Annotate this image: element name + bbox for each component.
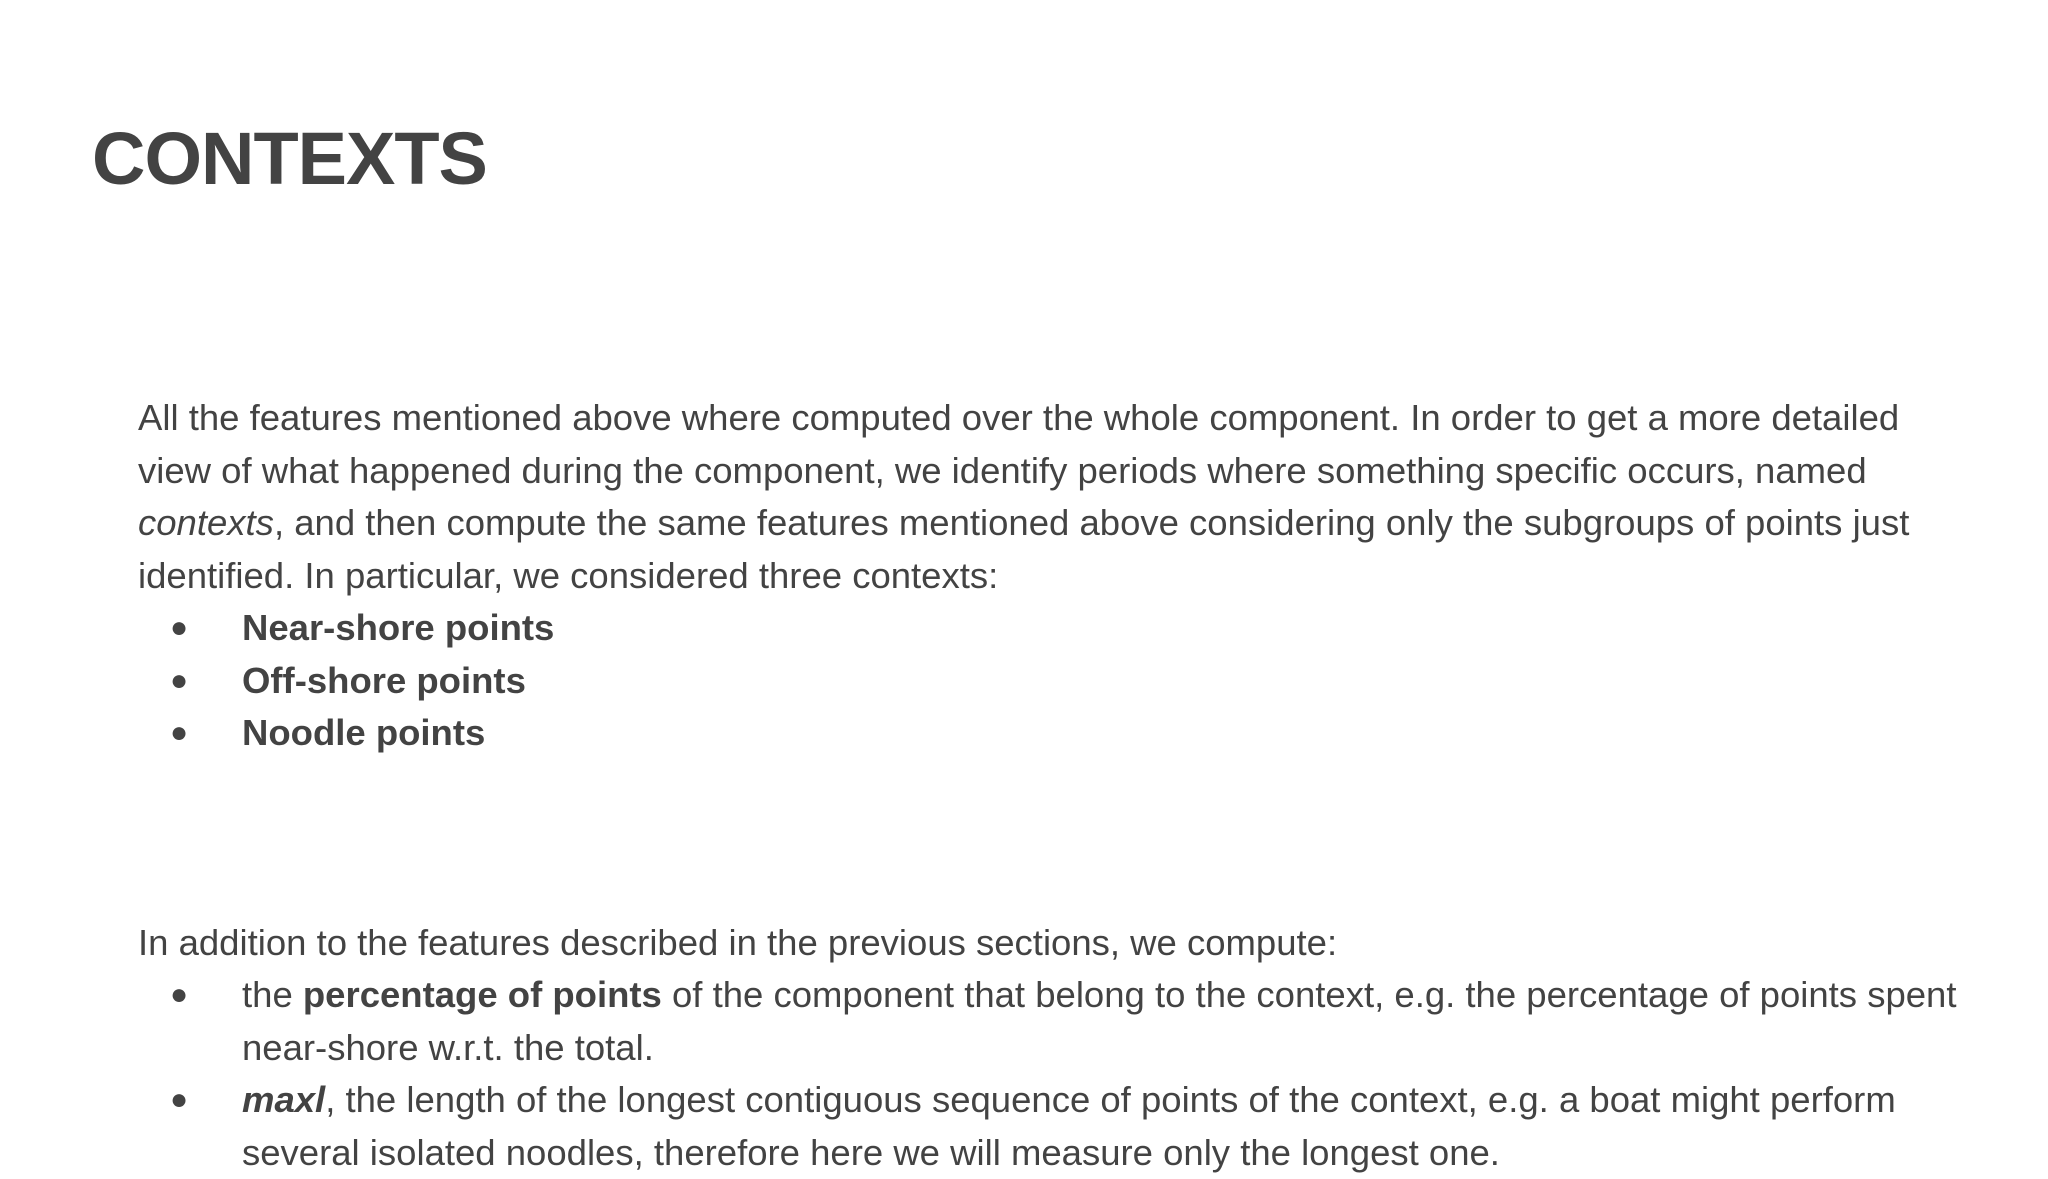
bullet-icon: ●: [170, 1083, 189, 1116]
slide-title: CONTEXTS: [92, 117, 487, 200]
addition-list: [138, 969, 1958, 1179]
bullet-icon: ●: [170, 978, 189, 1011]
intro-emphasis: contexts: [138, 502, 274, 543]
item-post: of the component that belong to the context, e.g. the percentage of points spent near-shore w.r.t. the total.: [242, 974, 1957, 1068]
spacer: [138, 760, 1958, 917]
intro-text-part1: All the features mentioned above where computed over the whole component. In order to get a more detailed view of what happened during the component, we identify periods where something specific occurs, named: [138, 397, 1900, 491]
list-item: [138, 1074, 1958, 1179]
bullet-icon: ●: [170, 611, 189, 644]
context-label: Noodle points: [242, 712, 486, 753]
bullet-icon: ●: [170, 716, 189, 749]
list-item: [138, 602, 1958, 655]
list-item: [138, 655, 1958, 708]
list-item: [138, 969, 1958, 1074]
item-post: , the length of the longest contiguous sequence of points of the context, e.g. a boat might perform several isolated noodles, therefore here we will measure only the longest one.: [242, 1079, 1896, 1173]
intro-paragraph: [138, 392, 1958, 602]
context-label: Near-shore points: [242, 607, 555, 648]
addition-paragraph: In addition to the features described in the previous sections, we compute:: [138, 921, 1338, 963]
item-term: maxl: [242, 1079, 326, 1120]
intro-text-part2: , and then compute the same features mentioned above considering only the subgroups of points just identified. In particular, we considered three contexts:: [138, 502, 1910, 596]
contexts-list: [138, 602, 1958, 760]
context-label: Off-shore points: [242, 659, 526, 701]
list-item: [138, 707, 1958, 760]
bullet-icon: ●: [170, 663, 189, 697]
item-pre: the: [242, 974, 303, 1015]
item-term: percentage of points: [302, 974, 662, 1015]
slide-body: [138, 392, 1958, 1179]
